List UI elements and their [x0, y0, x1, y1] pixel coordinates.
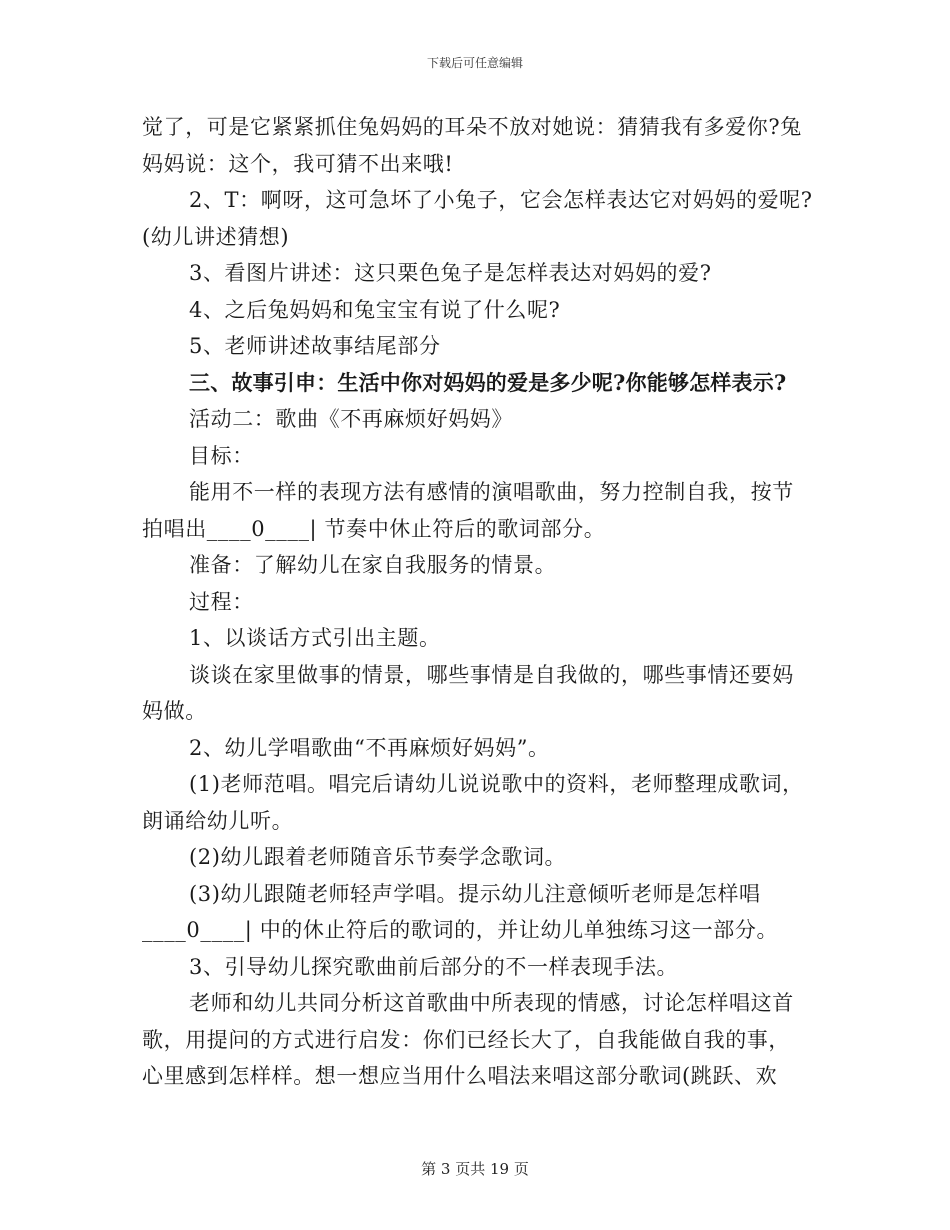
text-line: 3、引导幼儿探究歌曲前后部分的不一样表现手法。: [189, 954, 679, 979]
document-body: [142, 109, 813, 1095]
text-line: 2、幼儿学唱歌曲“不再麻烦好妈妈”。: [189, 735, 550, 760]
text-line: 过程：: [189, 589, 254, 614]
text-line: (3)幼儿跟随老师轻声学唱。提示幼儿注意倾听老师是怎样唱: [189, 881, 761, 906]
section-heading: 三、故事引申：生活中你对妈妈的爱是多少呢?你能够怎样表示?: [189, 369, 787, 395]
text-line: 妈做。: [142, 699, 207, 723]
text-line: 4、之后兔妈妈和兔宝宝有说了什么呢?: [189, 297, 561, 322]
text-line: 3、看图片讲述：这只栗色兔子是怎样表达对妈妈的爱?: [189, 261, 712, 285]
text-line: 5、老师讲述故事结尾部分: [189, 334, 441, 358]
text-line: (幼儿讲述猜想): [142, 224, 290, 249]
text-line: 觉了，可是它紧紧抓住兔妈妈的耳朵不放对她说：猜猜我有多爱你?兔: [142, 115, 802, 139]
text-line: (1)老师范唱。唱完后请幼儿说说歌中的资料，老师整理成歌词，: [189, 772, 804, 796]
text-line: 1、以谈话方式引出主题。: [189, 626, 441, 650]
text-line: 能用不一样的表现方法有感情的演唱歌曲，努力控制自我，按节: [189, 480, 794, 504]
text-line: 朗诵给幼儿听。: [142, 808, 294, 833]
text-line: 妈妈说：这个，我可猜不出来哦!: [142, 151, 454, 176]
text-line: 歌，用提问的方式进行启发：你们已经长大了，自我能做自我的事，: [142, 1027, 790, 1052]
page-footer: 第 3 页共 19 页: [421, 1160, 529, 1178]
text-line: 2、T：啊呀，这可急坏了小兔子，它会怎样表达它对妈妈的爱呢?: [189, 188, 813, 212]
text-line: 拍唱出____0____| 节奏中休止符后的歌词部分。: [142, 516, 606, 541]
text-line: ____0____| 中的休止符后的歌词的，并让幼儿单独练习这一部分。: [142, 918, 779, 942]
text-line: (2)幼儿跟着老师随音乐节奏学念歌词。: [189, 845, 567, 869]
text-block: [142, 109, 813, 1095]
text-line: 谈谈在家里做事的情景，哪些事情是自我做的，哪些事情还要妈: [189, 662, 794, 687]
page-header: 下载后可任意编辑: [426, 56, 523, 70]
text-line: 目标：: [189, 443, 254, 468]
text-line: 活动二：歌曲《不再麻烦好妈妈》: [189, 407, 513, 431]
text-line: 准备：了解幼儿在家自我服务的情景。: [189, 553, 557, 577]
text-line: 老师和幼儿共同分析这首歌曲中所表现的情感，讨论怎样唱这首: [189, 991, 794, 1015]
text-line: 心里感到怎样样。想一想应当用什么唱法来唱这部分歌词(跳跃、欢: [142, 1064, 778, 1088]
